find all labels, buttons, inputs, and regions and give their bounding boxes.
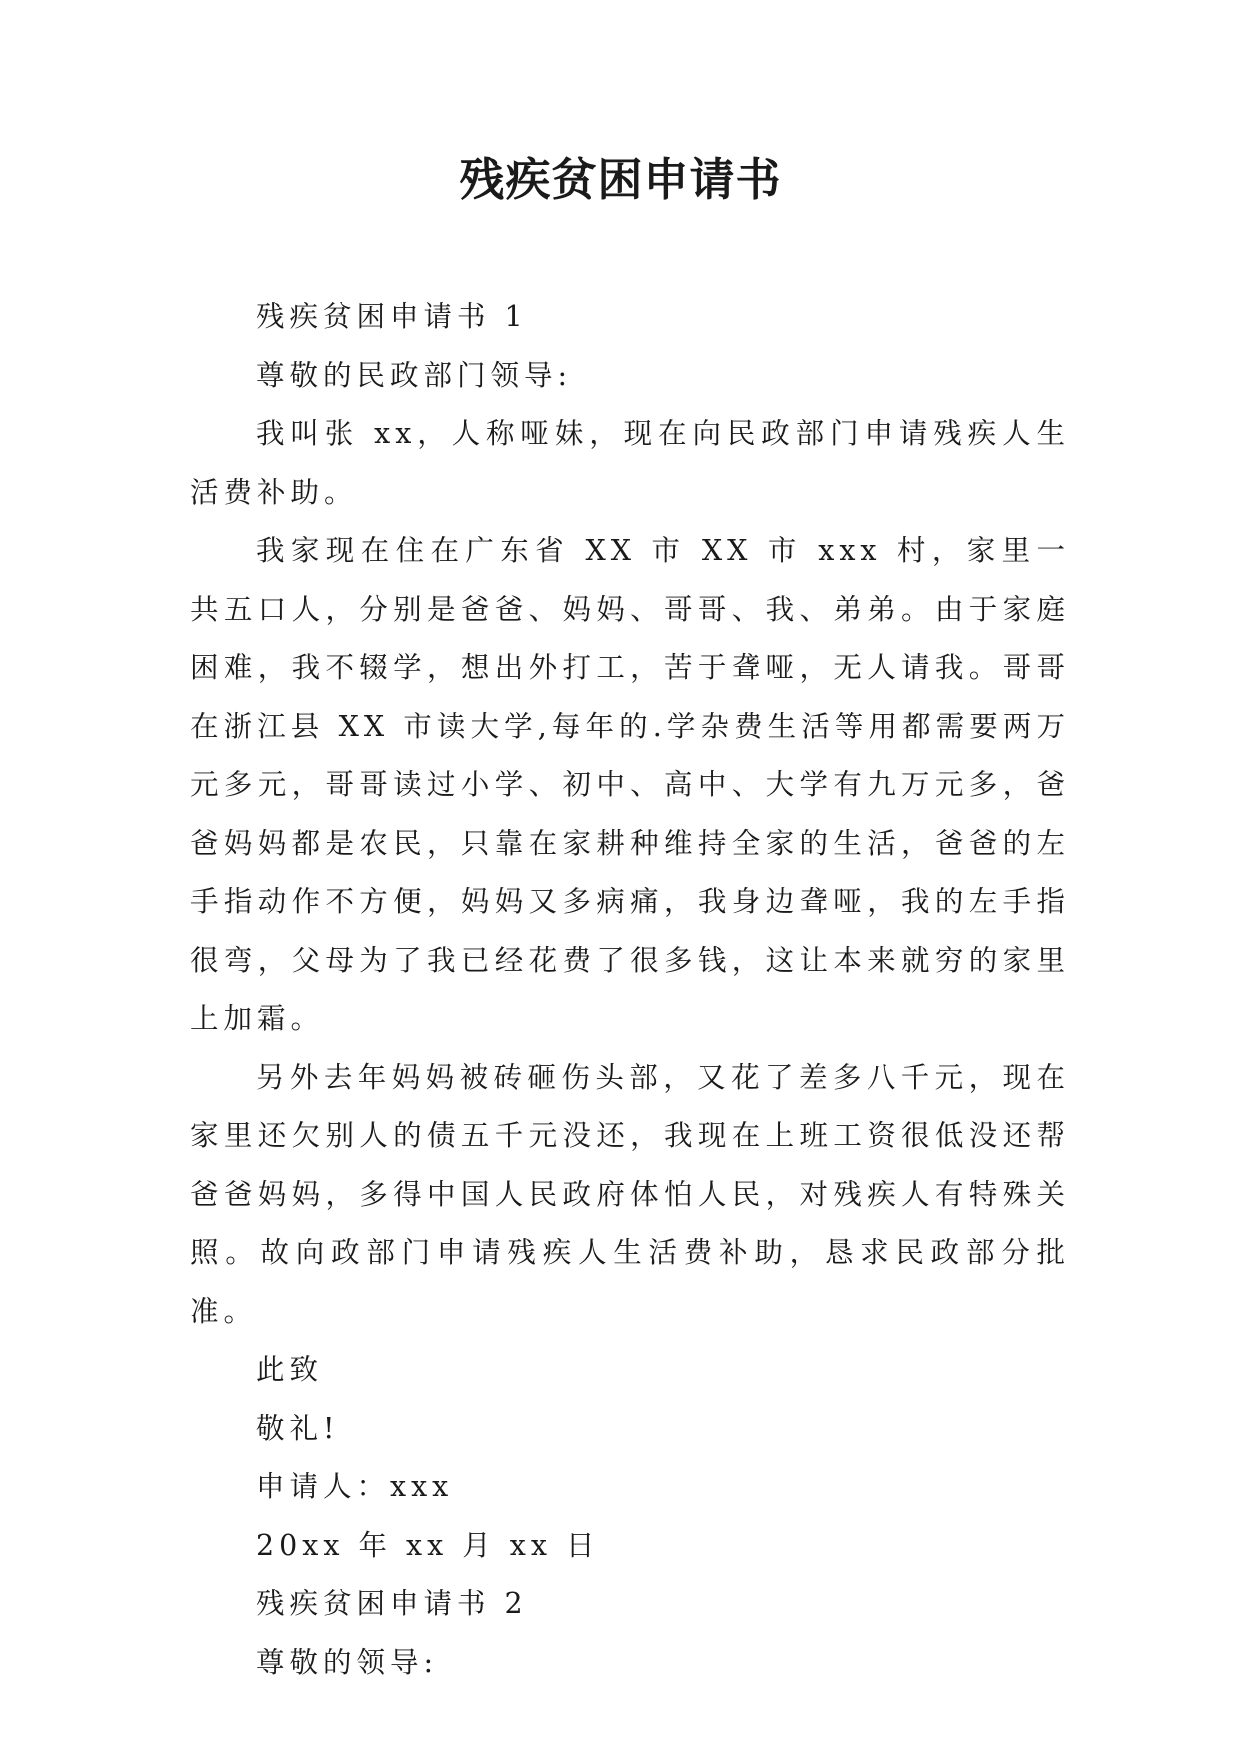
paragraph-family: 我家现在住在广东省 XX 市 XX 市 xxx 村，家里一共五口人，分别是爸爸、妈妈、哥哥、我、弟弟。由于家庭困难，我不辍学，想出外打工，苦于聋哑，无人请我。哥哥在浙江县 XX 市读大学,每年的.学杂费生活等用都需要两万元多元，哥哥读过小学、初中、高中、大学有九万元多，爸爸妈妈都是农民，只靠在家耕种维持全家的生活，爸爸的左手指动作不方便，妈妈又多病痛，我身边聋哑，我的左手指很弯，父母为了我已经花费了很多钱，这让本来就穷的家里上加霜。 — [190, 534, 1071, 1035]
date-line: 20xx 年 xx 月 xx 日 — [256, 1528, 600, 1562]
closing-jingli: 敬礼! — [256, 1411, 340, 1445]
section-heading-2: 残疾贫困申请书 2 — [256, 1587, 528, 1620]
paragraph-debt: 另外去年妈妈被砖砸伤头部，又花了差多八千元，现在家里还欠别人的债五千元没还，我现在上班工资很低没还帮爸爸妈妈，多得中国人民政府体怕人民，对残疾人有特殊关照。故向政部门申请残疾人生活费补助，恳求民政部分批准。 — [190, 1060, 1070, 1328]
document-title: 残疾贫困申请书 — [459, 153, 782, 206]
section-heading-1: 残疾贫困申请书 1 — [256, 300, 528, 333]
salutation-2: 尊敬的领导: — [256, 1645, 439, 1679]
closing-cizhi: 此致 — [256, 1353, 324, 1386]
document-body — [190, 288, 1070, 1692]
paragraph-intro: 我叫张 xx，人称哑妹，现在向民政部门申请残疾人生活费补助。 — [190, 417, 1070, 509]
applicant-line: 申请人：xxx — [256, 1470, 454, 1503]
salutation: 尊敬的民政部门领导: — [256, 358, 573, 392]
